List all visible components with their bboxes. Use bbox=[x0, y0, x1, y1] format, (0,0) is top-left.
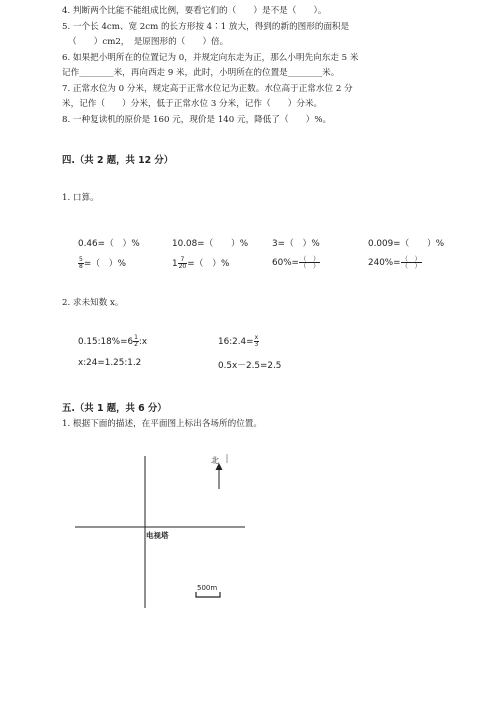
fraction: $\frac{( )}{( )}$ bbox=[401, 255, 422, 270]
question-6-line1: 6. 如果把小明所在的位置记为 0，并规定向东走为正，那么小明先向东走 5 米 bbox=[62, 53, 359, 63]
question-8: 8. 一种复读机的原价是 160 元，现价是 140 元，降低了（ ）%。 bbox=[62, 115, 332, 125]
calc-5: $\frac{5}{8}$ =（ ）% bbox=[79, 256, 126, 270]
calc-1: 0.46=（ ）% bbox=[78, 239, 140, 249]
question-4: 4. 判断两个比能不能组成比例，要看它们的（ ）是不是（ ）。 bbox=[62, 6, 327, 16]
oral-calc-label: 1. 口算。 bbox=[62, 193, 99, 203]
tv-tower-label: 电视塔 bbox=[146, 531, 169, 540]
equation-4: 0.5x－2.5=2.5 bbox=[218, 361, 282, 371]
question-5-line2: （ ）cm2， 是原图形的（ ）倍。 bbox=[68, 37, 229, 47]
equation-2: 16:2.4= $\frac{x}{3}$ bbox=[218, 334, 259, 348]
north-label: 北 bbox=[211, 456, 219, 465]
section-4-title: 四.（共 2 题，共 12 分） bbox=[62, 155, 174, 166]
question-7-line2: 米，记作（ ）分米，低于正常水位 3 分米，记作（ ）分米。 bbox=[62, 99, 323, 109]
fraction: $\frac{5}{8}$ bbox=[79, 256, 83, 270]
section-5-title: 五.（共 1 题，共 6 分） bbox=[62, 403, 167, 414]
question-6-line2: 记作________米，再向西走 9 米，此时，小明所在的位置是________米。 bbox=[62, 68, 340, 78]
calc-4: 0.009=（ ）% bbox=[368, 239, 445, 249]
calc-7: 60%= $\frac{( )}{( )}$ bbox=[272, 255, 320, 270]
fraction: $\frac{1}{2}$ bbox=[134, 334, 138, 348]
fraction: $\frac{x}{3}$ bbox=[254, 334, 259, 348]
calc-6: 1 $\frac{7}{20}$ =（ ）% bbox=[172, 256, 230, 270]
calc-8: 240%= $\frac{( )}{( )}$ bbox=[368, 255, 422, 270]
question-5-line1: 5. 一个长 4cm、宽 2cm 的长方形按 4∶1 放大，得到的新的图形的面积是 bbox=[62, 22, 350, 32]
question-7-line1: 7. 正常水位为 0 分米，规定高于正常水位记为正数。水位高于正常水位 2 分 bbox=[62, 84, 353, 94]
equation-1: 0.15:18%=6 $\frac{1}{2}$ :x bbox=[78, 334, 148, 348]
scale-label: 500m bbox=[197, 584, 218, 592]
map-question: 1. 根据下面的描述，在平面图上标出各场所的位置。 bbox=[62, 419, 262, 429]
solve-x-label: 2. 求未知数 x。 bbox=[62, 298, 124, 308]
scale-bar bbox=[196, 592, 220, 597]
fraction: $\frac{( )}{( )}$ bbox=[299, 255, 320, 270]
calc-3: 3=（ ）% bbox=[272, 239, 320, 249]
equation-3: x:24=1.25:1.2 bbox=[78, 358, 142, 368]
fraction: $\frac{7}{20}$ bbox=[178, 256, 187, 270]
calc-2: 10.08=（ ）% bbox=[172, 239, 249, 249]
